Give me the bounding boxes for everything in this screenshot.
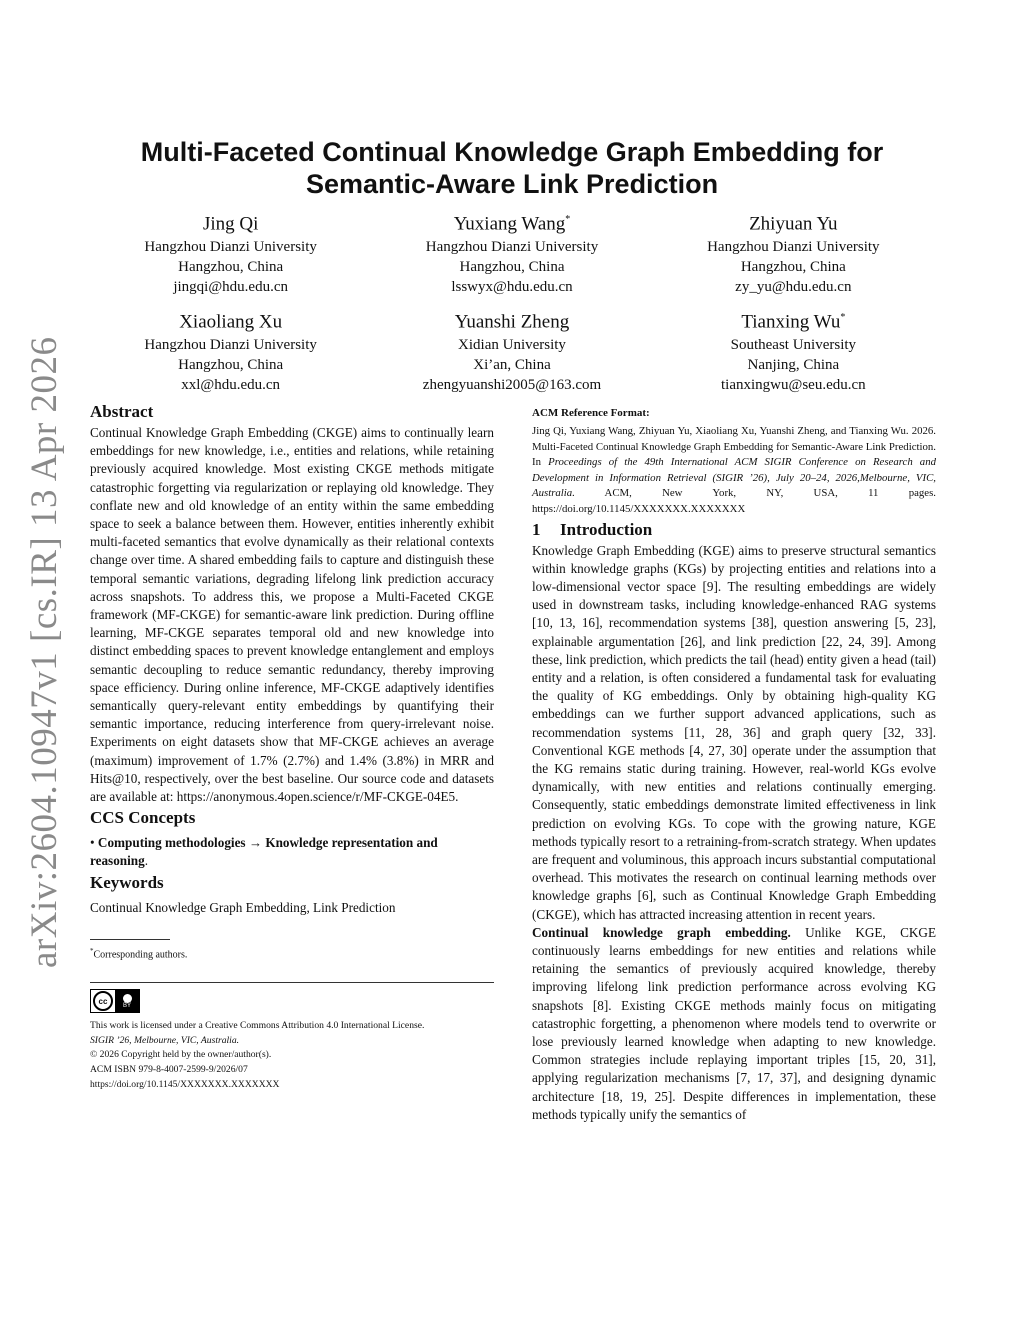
keywords-heading: Keywords — [90, 872, 164, 892]
acm-reference-text: Jing Qi, Yuxiang Wang, Zhiyuan Yu, Xiaoliang Xu, Yuanshi Zheng, and Tianxing Wu. 2026. Multi-Faceted Continual Knowledge Graph Embedding for Semantic-Aware Link Prediction. In Proceedings of the 49th International ACM SIGIR Conference on Research and Development in Information Retrieval (SIGIR ’26), July 20–24, 2026,Melbourne, VIC, Australia. ACM, New York, NY, USA, 11 pages. https://doi.org/10.1145/XXXXXXX.XXXXXXX — [532, 425, 937, 515]
introduction-paragraph-2: Continual knowledge graph embedding. Unlike KGE, CKGE continuously learns embeddings for new entities and relations while retaining the semantics of previously acquired knowledge, thereby improving lifelong link prediction performance across evolving KG snapshots [8]. Existing CKGE methods mainly focus on mitigating catastrophic forgetting, a phenomenon where models tend to overwrite or lose previously learned knowledge when adapting to new knowledge. Common strategies include replaying important triples [15, 20, 31], applying regularization mechanisms [7, 17, 37], and designing dynamic architecture [18, 19, 25]. Despite differences in implementation, these methods typically unify the semantics of — [532, 924, 936, 1122]
author-name: Xiaoliang Xu — [179, 311, 283, 333]
paper-title — [80, 136, 944, 200]
introduction-heading: 1 Introduction — [532, 519, 653, 539]
author-name: Zhiyuan Yu — [749, 213, 838, 235]
ccs-concepts: • Computing methodologies → Knowledge representation and reasoning. — [90, 835, 438, 869]
cc-by-license-badge — [90, 989, 140, 1013]
author-block-row-1 — [90, 207, 934, 297]
arxiv-identifier: arXiv:2604.10947v1 [cs.IR] 13 Apr 2026 — [24, 336, 65, 968]
author-email: lsswyx@hdu.edu.cn — [451, 279, 573, 296]
doi-link[interactable]: https://doi.org/10.1145/XXXXXXX.XXXXXXX — [90, 1078, 280, 1090]
author-email: xxl@hdu.edu.cn — [181, 377, 281, 394]
by-attribution-icon: BY — [115, 990, 139, 1012]
author-affiliation: Hangzhou Dianzi University — [144, 337, 317, 354]
ccs-concept: Computing methodologies → Knowledge representation and reasoning — [90, 835, 438, 869]
license-divider — [90, 982, 494, 983]
introduction-paragraph-1: Knowledge Graph Embedding (KGE) aims to preserve structural semantics within knowledge graphs (KGs) by projecting entities and relations into a low-dimensional vector space [9]. The resulting embeddings are widely used in downstream tasks, including knowledge-enhanced RAG systems [10, 13, 16], recommendation systems [38], question answering [5, 23], explainable argumentation [26], and link prediction [22, 24, 39]. Among these, link prediction, which predicts the tail (head) entity given a head (tail) entity and a relation, is often considered a fundamental task for evaluating the quality of KG embeddings. Only by obtaining high-quality KG embeddings can we further support advanced applications, such as recommendation systems [11, 28, 36] and graph query [32, 33]. Conventional KGE methods [4, 27, 30] operate under the assumption that the KG remains static during training. However, real-world KGs evolve dynamically, with new entities and relations continually emerging. Consequently, static embeddings demonstrate limited effectiveness in link prediction on evolving KGs. To cope with the growing nature, KGE methods typically resort to a retraining-from-scratch strategy. When updates are frequent and voluminous, this approach incurs substantial computational overhead. This motivates the research on continual learning methods over knowledge graphs [6], such as Continual Knowledge Graph Embedding (CKGE), which has attracted increasing attention in recent years. — [532, 542, 936, 922]
author-name: Yuxiang Wang* — [453, 213, 571, 235]
keywords-text: Continual Knowledge Graph Embedding, Link Prediction — [90, 899, 396, 915]
author-location: Hangzhou, China — [740, 259, 846, 276]
left-column — [90, 400, 494, 1092]
author-name: Tianxing Wu* — [741, 311, 846, 333]
author-affiliation: Hangzhou Dianzi University — [144, 239, 317, 256]
author-affiliation: Southeast University — [730, 337, 857, 354]
author-email: zy_yu@hdu.edu.cn — [735, 279, 852, 296]
author-card — [653, 207, 934, 297]
author-card — [90, 305, 371, 395]
author-card — [371, 207, 652, 297]
author-location: Hangzhou, China — [178, 357, 284, 374]
author-email: jingqi@hdu.edu.cn — [173, 279, 288, 296]
abstract-heading: Abstract — [90, 402, 154, 421]
ccs-heading: CCS Concepts — [90, 808, 196, 828]
author-location: Hangzhou, China — [459, 259, 565, 276]
author-email: zhengyuanshi2005@163.com — [422, 377, 602, 394]
cc-logo-icon: cc — [91, 990, 115, 1012]
author-location: Hangzhou, China — [178, 259, 284, 276]
author-card — [371, 305, 652, 395]
title-line-2: Semantic-Aware Link Prediction — [305, 169, 719, 199]
author-card — [90, 207, 371, 297]
author-card — [653, 305, 934, 395]
author-affiliation: Xidian University — [458, 337, 566, 354]
footnote: *Corresponding authors. — [90, 946, 188, 961]
author-location: Nanjing, China — [747, 357, 840, 374]
author-name: Yuanshi Zheng — [454, 311, 570, 333]
author-affiliation: Hangzhou Dianzi University — [425, 239, 599, 256]
ccs-bullet: • — [90, 835, 95, 851]
author-affiliation: Hangzhou Dianzi University — [707, 239, 880, 256]
title-line-1: Multi-Faceted Continual Knowledge Graph Embedding for — [140, 137, 884, 167]
right-column — [532, 400, 936, 1124]
author-location: Xi’an, China — [473, 357, 551, 374]
author-email: tianxingwu@seu.edu.cn — [721, 377, 866, 394]
acm-reference-heading: ACM Reference Format: — [532, 407, 650, 419]
abstract-text: Continual Knowledge Graph Embedding (CKGE) aims to continually learn embeddings for new knowledge, i.e., entities and relations, while retaining previously acquired knowledge. Most existing CKGE methods mitigate catastrophic forgetting via regularization or replaying old knowledge. They conflate new and old knowledge of an entity within the same embedding space to seek a balance between them. However, entities inherently exhibit multi-faceted semantics that evolve dynamically as their relational contexts change over time. A shared embedding fails to capture and distinguish these temporal semantic variations, degrading lifelong link prediction accuracy across snapshots. To address this, we propose a Multi-Faceted CKGE framework (MF-CKGE) for semantic-aware link prediction. During offline learning, MF-CKGE separates temporal old and new knowledge into distinct embedding spaces to prevent knowledge entanglement and employs semantic decoupling to reduce semantic redundancy, thereby improving space efficiency. During online inference, MF-CKGE adaptively identifies semantically query-relevant entity embeddings by quantifying their semantic importance, reducing interference from query-irrelevant noise. Experiments on eight datasets show that MF-CKGE achieves an average (maximum) improvement of 1.7% (2.7%) and 1.4% (3.8%) in MRR and Hits@10, respectively, over the best baseline. Our source code and datasets are available at: https://anonymous.4open.science/r/MF-CKGE-04E5. — [90, 425, 494, 805]
footnote-divider — [90, 939, 170, 940]
author-name: Jing Qi — [202, 213, 259, 235]
author-block-row-2 — [90, 305, 934, 395]
license-notice: This work is licensed under a Creative Commons Attribution 4.0 International License. SIGIR ’26, Melbourne, VIC, Australia. © 2026 Copyright held by the owner/author(s). ACM ISBN 979-8-4007-2599-9/2026/07 https://doi.org/10.1145/XXXXXXX.XXXXXXX — [90, 1019, 494, 1092]
